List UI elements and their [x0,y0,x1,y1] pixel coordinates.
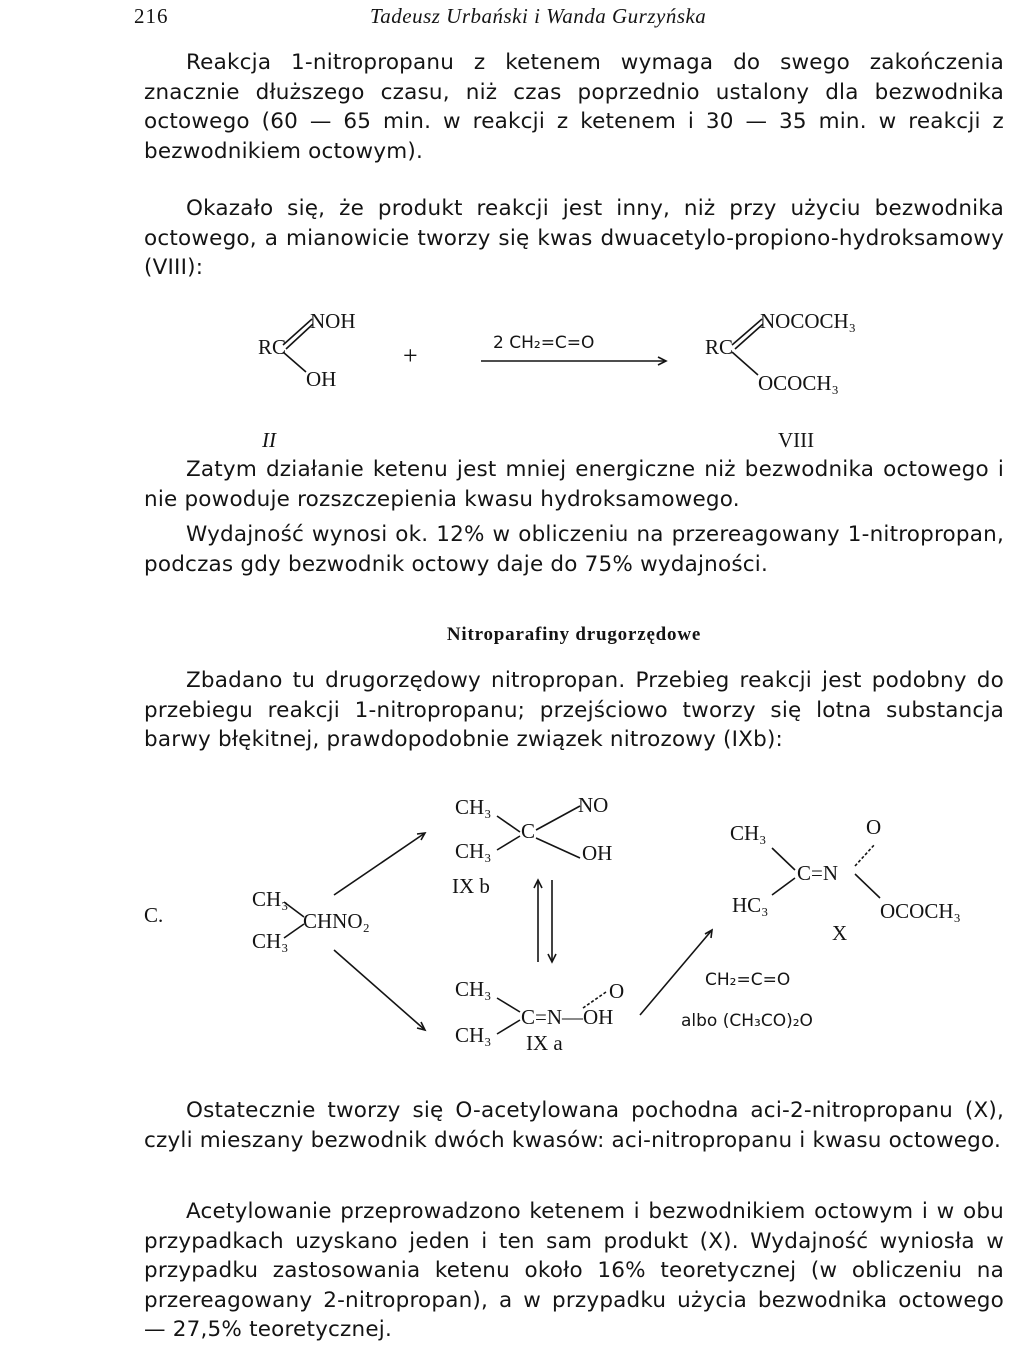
ixa-cnoh: C=N—OH [521,1005,614,1029]
product-ococh3: OCOCH₃ [758,371,839,395]
paragraph-7: Acetylowanie przeprowadzono ketenem i bezwodnikiem octowym i w obu przypadkach uzyskano jeden i ten sam produkt (X). Wydajność wyniosła w przypadku zastosowania ketenu około 16% teoretycznej (w obliczeniu na przereagowany 2-nitropropan), a w przypadku użycia bezwodnika octowego — 27,5% teoretycznej. [144,1199,1004,1342]
ixa-ch3-bottom: CH₃ [455,1023,492,1047]
paragraph-3: Zatym działanie ketenu jest mniej energiczne niż bezwodnika octowego i nie powoduje rozszczepienia kwasu hydroksamowego. [144,457,1004,512]
x-bond-hc3 [772,878,795,895]
ixb-bond-no [536,806,580,830]
ixa-label: IX a [526,1031,563,1055]
reagent-anhydride: albo (CH₃CO)₂O [681,1011,813,1031]
paragraph-5: Zbadano tu drugorzędowy nitropropan. Przebieg reakcji jest podobny do przebiegu reakcji 1-nitropropanu; przejściowo tworzy się lotna substancja barwy błękitnej, prawdopodobnie związek nitrozowy (IXb): [144,668,1004,752]
start-chno2: CHNO₂ [303,909,370,933]
x-bond-ch3 [772,848,795,870]
arrow-to-ixa [334,950,425,1030]
ixb-bond-1 [497,816,520,832]
reactant-rc: RC [258,335,287,359]
x-ch3: CH₃ [730,821,767,845]
paragraph-2: Okazało się, że produkt reakcji jest inny, niż przy użyciu bezwodnika octowego, a mianowicie tworzy się kwas dwuacetylo-propiono-hydroksamowy (VIII): [144,196,1004,280]
x-bond-ococh3 [855,874,880,898]
ixb-ch3-bottom: CH₃ [455,839,492,863]
start-ch3-bottom: CH₃ [252,929,289,953]
x-o: O [866,815,882,839]
paragraph-1: Reakcja 1-nitropropanu z ketenem wymaga do swego zakończenia znacznie dłuższego czasu, niż czas poprzednio ustalony dla bezwodnika octowego (60 — 65 min. w reakcji z ketenem i 30 — 35 min. w reakcji z bezwodnikiem octowym). [144,50,1004,164]
section-title: Nitroparafiny drugorzędowe [446,624,702,645]
scheme-c-label: C. [144,903,164,927]
ixa-o: O [609,979,625,1003]
reactant-oh: OH [306,367,337,391]
reagent-ketene: 2 CH₂=C=O [493,333,595,353]
x-bond-o [855,844,875,866]
ixb-ch3-top: CH₃ [455,795,492,819]
start-ch3-top: CH₃ [252,887,289,911]
product-nococh3: NOCOCH₃ [760,309,856,333]
arrow-to-ixb [334,833,425,895]
paragraph-4: Wydajność wynosi ok. 12% w obliczeniu na przereagowany 1-nitropropan, podczas gdy bezwodnik octowy daje do 75% wydajności. [144,522,1004,577]
ixa-ch3-top: CH₃ [455,977,492,1001]
reactant-noh: NOH [310,309,356,333]
x-cn: C=N [797,861,839,885]
x-hc3: HC₃ [732,893,769,917]
ixa-bond-1 [497,998,520,1012]
ixb-oh: OH [582,841,613,865]
compound-label-viii: VIII [778,428,815,452]
running-title: Tadeusz Urbański i Wanda Gurzyńska [370,4,707,28]
product-rc: RC [705,335,734,359]
ixb-c: C [521,819,536,843]
ixa-bond-2 [497,1020,520,1034]
compound-label-ii: II [262,428,276,452]
plus-sign: + [403,341,418,370]
ixb-bond-2 [497,836,520,850]
ixb-no: NO [578,793,609,817]
x-label: X [832,921,848,945]
x-ococh3: OCOCH₃ [880,899,961,923]
paragraph-6: Ostatecznie tworzy się O-acetylowana pochodna aci-2-nitropropanu (X), czyli mieszany bezwodnik dwóch kwasów: aci-nitropropanu i kwasu octowego. [144,1098,1004,1153]
reagent-ketene-2: CH₂=C=O [705,970,791,990]
ixb-label: IX b [452,874,490,898]
page-number: 216 [134,4,169,28]
ixb-bond-oh [536,838,580,858]
arrow-to-x [640,930,712,1015]
